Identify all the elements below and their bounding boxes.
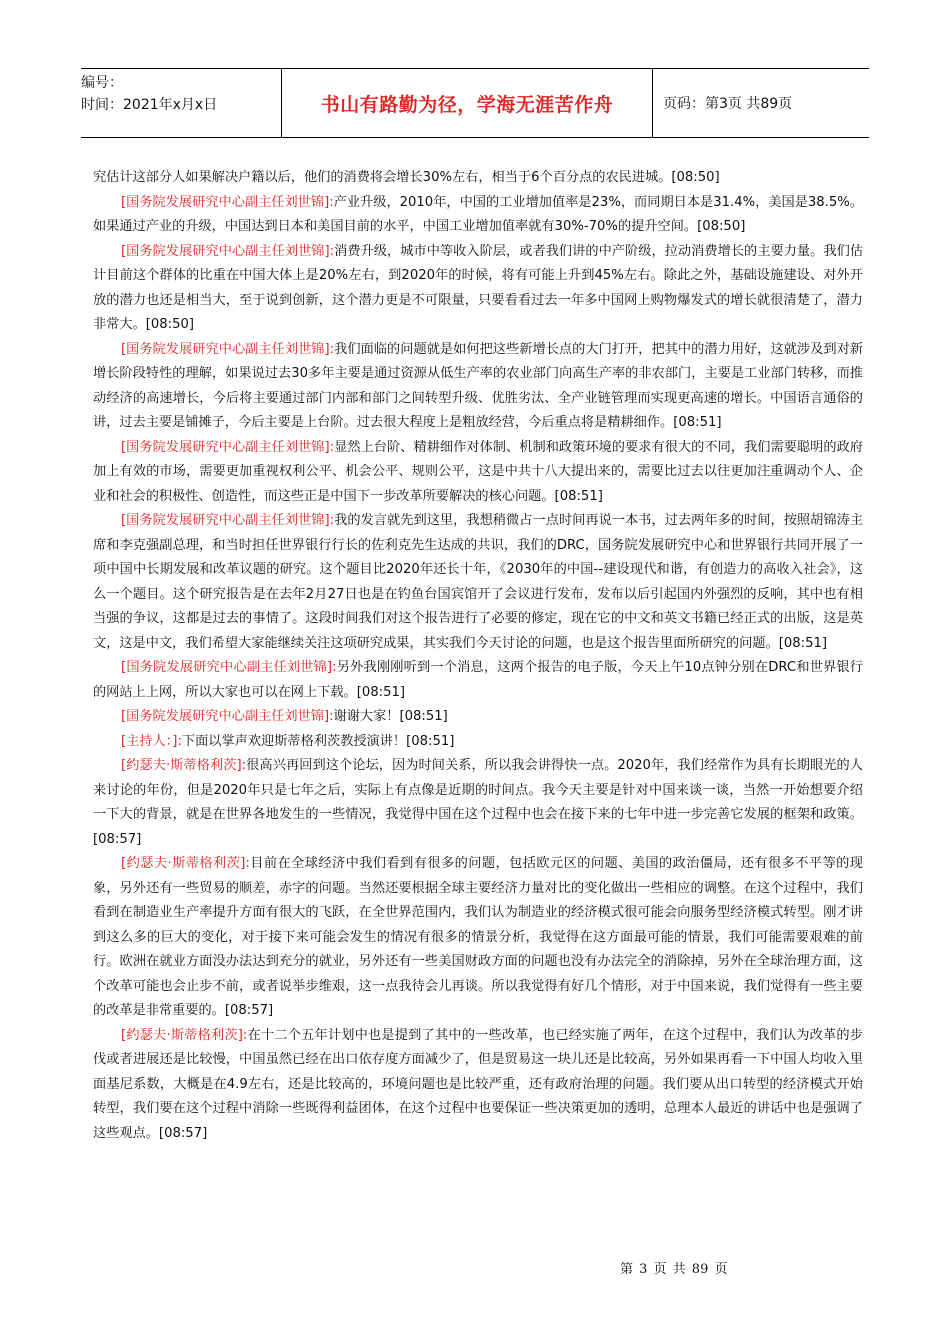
paragraph-text: 显然上台阶、精耕细作对体制、机制和政策环境的要求有很大的不同，我们需要聪明的政府加上有效的市场，需要更加重视权利公平、机会公平、规则公平，这是中共十八大提出来的，需要比过去以往更加注重调动个人、企业和社会的积极性、创造性，而这些正是中国下一步改革所要解决的核心问题。[08:51] <box>93 439 864 504</box>
paragraph <box>93 705 863 730</box>
speaker-label: [约瑟夫·斯蒂格利茨]: <box>121 856 250 871</box>
speaker-label: [主持人：]: <box>121 733 182 749</box>
header-page-label: 页码：第3页 共89页 <box>663 96 793 112</box>
speaker-label: [国务院发展研究中心副主任刘世锦]: <box>121 439 335 455</box>
paragraph-text: 谢谢大家！[08:51] <box>333 709 448 724</box>
speaker-label: [国务院发展研究中心副主任刘世锦]: <box>121 660 337 675</box>
paragraph <box>93 730 863 755</box>
paragraph-text: 消费升级，城市中等收入阶层，或者我们讲的中产阶级，拉动消费增长的主要力量。我们估计目前这个群体的比重在中国大体上是20%左右，到2020年的时候，将有可能上升到45%左右。除此之外，基础设施建设、对外开放的潜力也还是相当大，至于说到创新，这个潜力更是不可限量，只要看看过去一年多中国网上购物爆发式的增长就很清楚了，潜力非常大。[08:50] <box>93 243 864 332</box>
paragraph-text: 究估计这部分人如果解决户籍以后，他们的消费将会增长30%左右，相当于6个百分点的农民进城。[08:50] <box>93 170 720 185</box>
paragraph <box>93 852 863 1024</box>
paragraph-text: 很高兴再回到这个论坛，因为时间关系，所以我会讲得快一点。2020年，我们经常作为具有长期眼光的人来讨论的年份，但是2020年只是七年之后，实际上有点像是近期的时间点。我今天主要是针对中国来谈一谈，当然一开始想要介绍一下大的背景，就是在世界各地发生的一些情况，我觉得中国在这个过程中也会在接下来的七年中进一步完善它发展的框架和政策。[08:57] <box>93 758 863 847</box>
paragraph <box>93 754 863 852</box>
paragraph <box>93 656 863 705</box>
speaker-label: [国务院发展研究中心副主任刘世锦]: <box>121 194 334 210</box>
number-label: 编号： <box>81 75 123 91</box>
speaker-label: [约瑟夫·斯蒂格利茨]: <box>121 758 247 773</box>
speaker-label: [国务院发展研究中心副主任刘世锦]: <box>121 709 334 724</box>
paragraph-text: 在十二个五年计划中也是提到了其中的一些改革，也已经实施了两年，在这个过程中，我们认为改革的步伐或者进展还是比较慢，中国虽然已经在出口依存度方面减少了，但是贸易这一块儿还是比较高，另外如果再看一下中国人均收入里面基尼系数，大概是在4.9左右，还是比较高的，环境问题也是比较严重，还有政府治理的问题。我们要从出口转型的经济模式开始转型，我们要在这个过程中消除一些既得利益团体，在这个过程中也要保证一些决策更加的透明，总理本人最近的讲话中也是强调了这些观点。[08:57] <box>93 1027 863 1141</box>
speaker-label: [国务院发展研究中心副主任刘世锦]: <box>121 243 335 259</box>
header-motto: 书山有路勤为径，学海无涯苦作舟 <box>282 69 653 137</box>
paragraph-text: 我的发言就先到这里，我想稍微占一点时间再说一本书，过去两年多的时间，按照胡锦涛主席和李克强副总理，和当时担任世界银行行长的佐利克先生达成的共识，我们的DRC，国务院发展研究中心和世界银行共同开展了一项中国中长期发展和改革议题的研究。这个题目比2020年还长十年，《2030年的中国--建设现代和谐，有创造力的高收入社会》，这么一个题目。这个研究报告是在去年2月27日也是在钓鱼台国宾馆开了会议进行发布，发布以后引起国内外强烈的反响，其中也有相当强的争议，这都是过去的事情了。这段时间我们对这个报告进行了必要的修定，现在它的中文和英文书籍已经正式的出版，这是英文，这是中文，我们希望大家能继续关注这项研究成果，其实我们今天讨论的问题，也是这个报告里面所研究的问题。[08:51] <box>93 513 864 651</box>
paragraph-text: 另外我刚刚听到一个消息，这两个报告的电子版，今天上午10点钟分别在DRC和世界银行的网站上上网，所以大家也可以在网上下载。[08:51] <box>93 660 863 700</box>
speaker-label: [国务院发展研究中心副主任刘世锦]: <box>121 513 335 528</box>
page-footer: 第 3 页 共 89 页 <box>620 1262 728 1277</box>
paragraph <box>93 436 863 510</box>
header-meta <box>81 69 282 137</box>
document-body <box>93 166 863 1146</box>
paragraph <box>93 166 863 191</box>
page-header <box>81 68 869 138</box>
paragraph-text: 产业升级，2010年，中国的工业增加值率是23%，而同期日本是31.4%，美国是38.5%。如果通过产业的升级，中国达到日本和美国目前的水平，中国工业增加值率就有30%-70%的提升空间。[08:50] <box>93 194 863 234</box>
paragraph-text: 目前在全球经济中我们看到有很多的问题，包括欧元区的问题、美国的政治僵局，还有很多不平等的现象，另外还有一些贸易的顺差，赤字的问题。当然还要根据全球主要经济力量对比的变化做出一些相应的调整。在这个过程中，我们看到在制造业生产率提升方面有很大的飞跃，在全世界范围内，我们认为制造业的经济模式很可能会向服务型经济模式转型。刚才讲到这么多的巨大的变化，对于接下来可能会发生的情况有很多的情景分析，我觉得在这方面最可能的情景，我们可能需要艰难的前行。欧洲在就业方面没办法达到充分的就业，另外还有一些美国财政方面的问题也没有办法完全的消除掉，另外在全球治理方面，这个改革可能也会止步不前，或者说举步维艰，这一点我待会儿再谈。所以我觉得有好几个情形，对于中国来说，我们觉得有一些主要的改革是非常重要的。[08:57] <box>93 856 863 1018</box>
speaker-label: [约瑟夫·斯蒂格利茨]: <box>121 1027 248 1043</box>
time-label: 时间：2021年x月x日 <box>81 97 218 113</box>
paragraph-text: 我们面临的问题就是如何把这些新增长点的大门打开，把其中的潜力用好，这就涉及到对新增长阶段特性的理解，如果说过去30多年主要是通过资源从低生产率的农业部门向高生产率的非农部门，主要是工业部门转移，而推动经济的高速增长，今后将主要通过部门内部和部门之间转型升级、优胜劣汰、全产业链管理而实现更高速的增长。中国语言通俗的讲，过去主要是铺摊子，今后主要是上台阶。过去很大程度上是粗放经营，今后重点将是精耕细作。[08:51] <box>93 341 864 430</box>
paragraph <box>93 240 863 338</box>
speaker-label: [国务院发展研究中心副主任刘世锦]: <box>121 341 335 357</box>
paragraph <box>93 509 863 656</box>
paragraph <box>93 1024 863 1147</box>
paragraph-text: 下面以掌声欢迎斯蒂格利茨教授演讲！[08:51] <box>181 733 455 749</box>
paragraph <box>93 338 863 436</box>
paragraph <box>93 191 863 240</box>
